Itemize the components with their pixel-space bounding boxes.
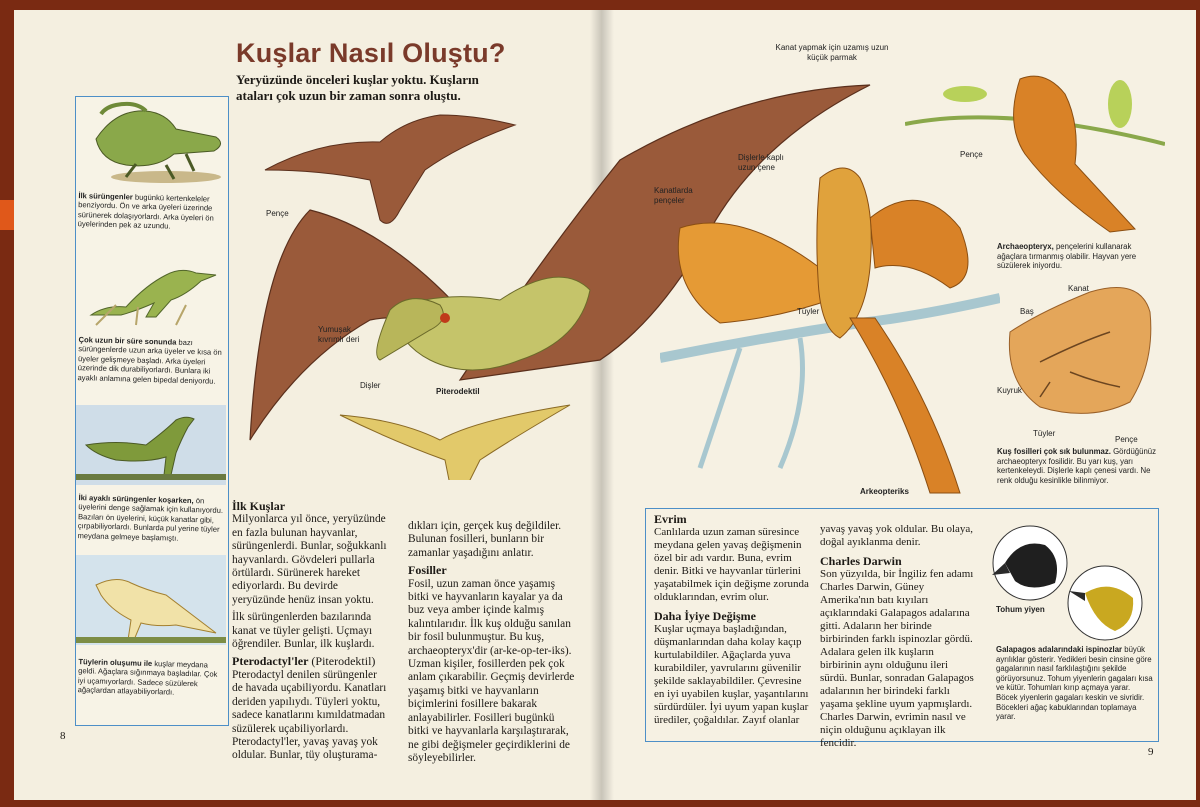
text-column-3: [654, 513, 810, 727]
archaeopteryx-caption: Archaeopteryx, pençelerini kullanarak ağaçlara tırmanmış olabilir. Hayvan yere süzülerek iniyordu.: [997, 242, 1137, 271]
text-column-1: [232, 500, 390, 763]
sidebar-caption-2: Çok uzun bir süre sonunda bazı sürüngenlerde uzun arka üyeler ve kısa ön üyeler gelişmeye başladı. Arka üyeleri üzerinde dik durabiliyorlardı. Bunlara iki ayaklı anlamına gelen bipedal deniyordu.: [77, 335, 222, 386]
label-arkeopteriks: Arkeopteriks: [860, 487, 909, 496]
label-yumusak-deri: Yumuşak kıvrımlı deri: [318, 325, 360, 344]
insect-eater-finch-illustration: [1065, 563, 1145, 643]
paragraph: Canlılarda uzun zaman süresince meydana gelen yavaş değişmenin özel bir adı vardır. Buna, evrim denir. Bitki ve hayvanlar türlerini yaşatabilmek için değişme zorunda olduklarından, evrim olur.: [654, 526, 809, 603]
paragraph: Milyonlarca yıl önce, yeryüzünde en fazla bulunan hayvanlar, sürüngenlerdi. Bunlar, soğukkanlı hayvanlardı. Gövdeleri pullarla örtülardı. Sürünerek hareket ediyorlardı. Bu devirde yeryüzünde henüz insan yoktu.: [232, 513, 387, 606]
page-title: Kuşlar Nasıl Oluştu?: [236, 38, 506, 68]
label-pence-left: Pençe: [266, 209, 289, 218]
heading-fosiller: Fosiller: [408, 563, 447, 578]
page-number-right: 9: [1148, 746, 1154, 758]
paragraph: yavaş yavaş yok oldular. Bu olaya, doğal ayıklanma denir.: [820, 523, 974, 548]
bipedal-reptile-illustration: [76, 245, 226, 330]
label-pence-fossil: Pençe: [1115, 435, 1138, 444]
sidebar-caption-3: İki ayaklı sürüngenler koşarken, ön üyelerini denge sağlamak için kullanıyordu. Bazıları ön üyelerini, küçük kanatlar gibi, çırpabiliyorlardı. Bunlarda pul yerine tüyler meydana gelmeye başlamıştı.: [77, 493, 224, 543]
label-kanat-pence: Kanatlarda pençeler: [654, 186, 693, 205]
fossil-illustration: [1000, 272, 1160, 422]
heading-charles-darwin: Charles Darwin: [820, 554, 902, 568]
label-tuyler-mid: Tüyler: [797, 307, 820, 316]
label-kanat-parmak: Kanat yapmak için uzamış uzun küçük parmak: [775, 43, 889, 62]
label-kanat: Kanat: [1068, 284, 1089, 293]
label-disli-cene: Dişlerle kaplı uzun çene: [738, 153, 784, 172]
text-column-2: [408, 520, 576, 765]
evolution-sidebar: [75, 96, 229, 726]
page-subtitle: Yeryüzünde önceleri kuşlar yoktu. Kuşların ataları çok uzun bir zaman sonra oluştu.: [236, 72, 479, 103]
paragraph: Pterodactyl denilen sürüngenler de havada uçabiliyordu. Kanatları deriden yapılıydı. Tüyleri yoktu, sadece kanatlarını kımıldatmadan süzülerek uçabiliyorlardı.: [232, 668, 387, 735]
paragraph: İlk sürüngenlerden bazılarında kanat ve tüyler gelişti. Uçmayı öğrendiler. Bunlar, ilk kuşlardı.: [232, 611, 375, 651]
sidebar-caption-1: İlk sürüngenler bugünkü kertenkeleler benziyordu. Ön ve arka üyeleri üzerinde sürünerek dolaşıyorlardı. Arka üyeleri ön üyelerinden pek az uzundu.: [77, 191, 214, 231]
edge-tab: [0, 200, 14, 230]
text-column-4: [820, 523, 975, 750]
heading-daha-iyiye: Daha İyiye Değişme: [654, 609, 756, 623]
climbing-archaeopteryx-illustration: [905, 64, 1165, 234]
fossil-caption: Kuş fosilleri çok sık bulunmaz. Gördüğünüz archaeopteryx fosilidir. Bu yarı kuş, yarı kertenkeleydi. Dişlerle kaplı çenesi vardı. Ne renk olduğu kesinlikle bilinmiyor.: [997, 447, 1157, 485]
running-reptile-illustration: [76, 405, 226, 485]
paragraph: Pterodactyl'ler, yavaş yavaş yok oldular. Bunlar, tüy oluşturama-: [232, 735, 378, 762]
label-tohum-yiyen: Tohum yiyen: [996, 605, 1045, 614]
lizard-illustration: [76, 99, 226, 194]
heading-ilk-kuslar: İlk Kuşlar: [232, 499, 286, 513]
paragraph: Kuşlar uçmaya başladığından, düşmanlarından daha kolay kaçıp kurtulabildiler. Ağaçlarda yuva kurabildiler, yavrularını güvenilir şekilde saklayabildiler. Çevresine en iyi uyabilen kuşlar, yaşantılarını sürdürdüler. İyi uyum yapan kuşlar ürediler, çoğaldılar. Zayıf olanlar: [654, 623, 809, 726]
galapagos-caption: Galapagos adalarındaki ispinozlar büyük ayrılıklar gösterir. Yedikleri besin cinsine göre gagalarının nasıl farklılaştığını şekilde görüyorsunuz. Tohum yiyenlerin gagaları kısa ve kütür. Tohumları kırıp açmaya yarar. Böcek yiyenlerin gagaları keskin ve sivridir. Böcekleri ağaç kabuklarından toplamaya yarar.: [996, 645, 1153, 722]
feathered-reptile-illustration: [76, 555, 226, 645]
label-tuyler-fossil: Tüyler: [1033, 429, 1056, 438]
label-bas: Baş: [1020, 307, 1034, 316]
sidebar-caption-4: Tüylerin oluşumu ile kuşlar meydana geldi. Ağaçlara sığınmaya başladılar. Çok iyi uçamıyorlardı. Sadece süzülerek ağaçlardan atlayabiliyorlardı.: [77, 657, 218, 697]
heading-evrim: Evrim: [654, 512, 687, 526]
paragraph: Uzman kişiler, fosillerden pek çok anlam çıkarabilir. Geçmiş devirlerde yaşamış bitki ve hayvanların biçimlerini fosillere bakarak anlayabilirler. Fosilleri bugünkü bitki ve hayvanlarla karşılaştırarak, ne gibi değişmeler geçirdiklerini de söyleyebilirler.: [408, 658, 575, 764]
label-pence-top: Pençe: [960, 150, 983, 159]
paragraph: Son yüzyılda, bir İngiliz fen adamı Charles Darwin, Güney Amerika'nın batı kıyıları açıklarındaki Galapagos adalarına gitti. Adaların her birinde birbirinden farklı ispinozlar gördü. Adalara gelen ilk kuşların birbirinin aynı olduğunu ileri sürdü. Bunlar, sonradan Galapagos adalarının her birindeki farklı yaşama şekline uyum yapmışlardı. Charles Darwin, evrimin nasıl ve niçin olduğunu açıklayan ilk fencidir.: [820, 568, 974, 749]
label-kuyruk: Kuyruk: [997, 386, 1022, 395]
page-number-left: 8: [60, 730, 66, 742]
paragraph: dıkları için, gerçek kuş değildiler. Bulunan fosilleri, bunların bir zamanlar yaşadığını anlatır.: [408, 520, 562, 559]
heading-pterodactyl: Pterodactyl'ler (Piterodektil): [232, 654, 376, 669]
label-disler: Dişler: [360, 381, 381, 390]
paragraph: Fosil, uzun zaman önce yaşamış bitki ve hayvanların kayalar ya da buz veya amber içinde kalmış kalıntılarıdır. İlk kuş olduğu sanılan bir fosil bulunmuştur. Bu kuş, archaeopteryx'dir (ar-ke-op-ter-iks).: [408, 577, 572, 657]
label-piterodektil: Piterodektil: [436, 387, 480, 396]
seed-eater-finch-illustration: [990, 523, 1070, 603]
